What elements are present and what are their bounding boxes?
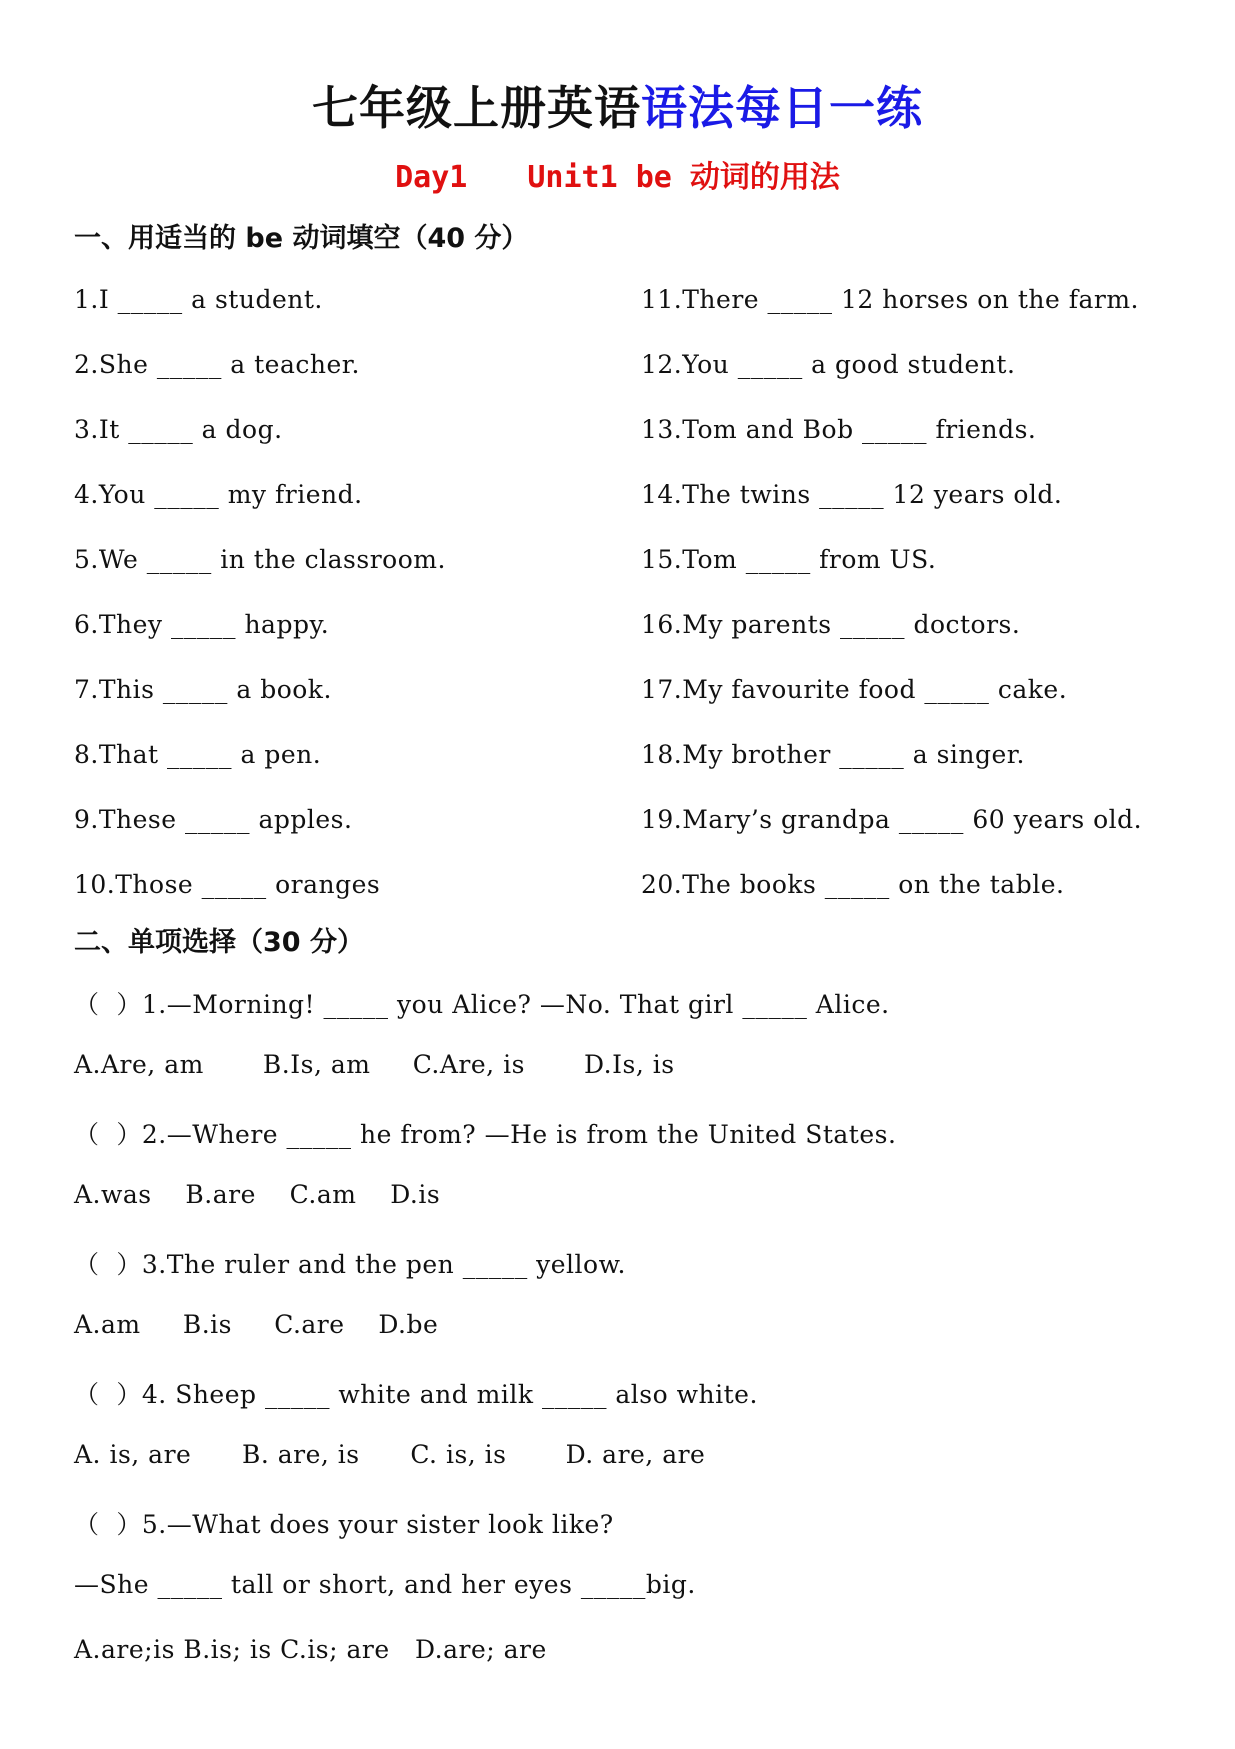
- mc-options-3: A.am B.is C.are D.be: [74, 1310, 439, 1339]
- question-18: 18.My brother _____ a singer.: [641, 740, 1025, 769]
- question-10: 10.Those _____ oranges: [74, 870, 381, 899]
- question-8: 8.That _____ a pen.: [74, 740, 322, 769]
- subtitle-unit: Unit1 be 动词的用法: [527, 160, 840, 195]
- question-1: 1.I _____ a student.: [74, 285, 323, 314]
- question-17: 17.My favourite food _____ cake.: [641, 675, 1068, 704]
- mc-options-1: A.Are, am B.Is, am C.Are, is D.Is, is: [74, 1050, 675, 1079]
- question-2: 2.She _____ a teacher.: [74, 350, 360, 379]
- mc-question-4: （ ）4. Sheep _____ white and milk _____ also white.: [74, 1380, 758, 1409]
- mc-question-2: （ ）2.—Where _____ he from? —He is from the United States.: [74, 1120, 897, 1149]
- mc-question-5-line2: —She _____ tall or short, and her eyes _____big.: [74, 1570, 696, 1599]
- question-20: 20.The books _____ on the table.: [641, 870, 1065, 899]
- section1-heading: 一、用适当的 be 动词填空（40 分）: [74, 223, 529, 254]
- worksheet-subtitle: [0, 152, 1235, 196]
- question-3: 3.It _____ a dog.: [74, 415, 283, 444]
- subtitle-day: Day1: [395, 160, 468, 195]
- section2-heading: 二、单项选择（30 分）: [74, 927, 364, 958]
- mc-options-5: A.are;is B.is; is C.is; are D.are; are: [74, 1635, 547, 1664]
- question-6: 6.They _____ happy.: [74, 610, 330, 639]
- question-9: 9.These _____ apples.: [74, 805, 353, 834]
- mc-question-1: （ ）1.—Morning! _____ you Alice? —No. That girl _____ Alice.: [74, 990, 890, 1019]
- question-16: 16.My parents _____ doctors.: [641, 610, 1021, 639]
- question-7: 7.This _____ a book.: [74, 675, 332, 704]
- title-blue: 语法每日一练: [641, 81, 923, 135]
- question-14: 14.The twins _____ 12 years old.: [641, 480, 1063, 509]
- title-black: 七年级上册英语: [312, 81, 641, 135]
- question-4: 4.You _____ my friend.: [74, 480, 363, 509]
- mc-question-5: （ ）5.—What does your sister look like?: [74, 1510, 614, 1539]
- question-11: 11.There _____ 12 horses on the farm.: [641, 285, 1139, 314]
- mc-question-3: （ ）3.The ruler and the pen _____ yellow.: [74, 1250, 626, 1279]
- question-12: 12.You _____ a good student.: [641, 350, 1016, 379]
- question-5: 5.We _____ in the classroom.: [74, 545, 446, 574]
- mc-options-4: A. is, are B. are, is C. is, is D. are, are: [74, 1440, 706, 1469]
- mc-options-2: A.was B.are C.am D.is: [74, 1180, 441, 1209]
- worksheet-title: [0, 72, 1235, 138]
- question-13: 13.Tom and Bob _____ friends.: [641, 415, 1037, 444]
- question-15: 15.Tom _____ from US.: [641, 545, 937, 574]
- question-19: 19.Mary’s grandpa _____ 60 years old.: [641, 805, 1143, 834]
